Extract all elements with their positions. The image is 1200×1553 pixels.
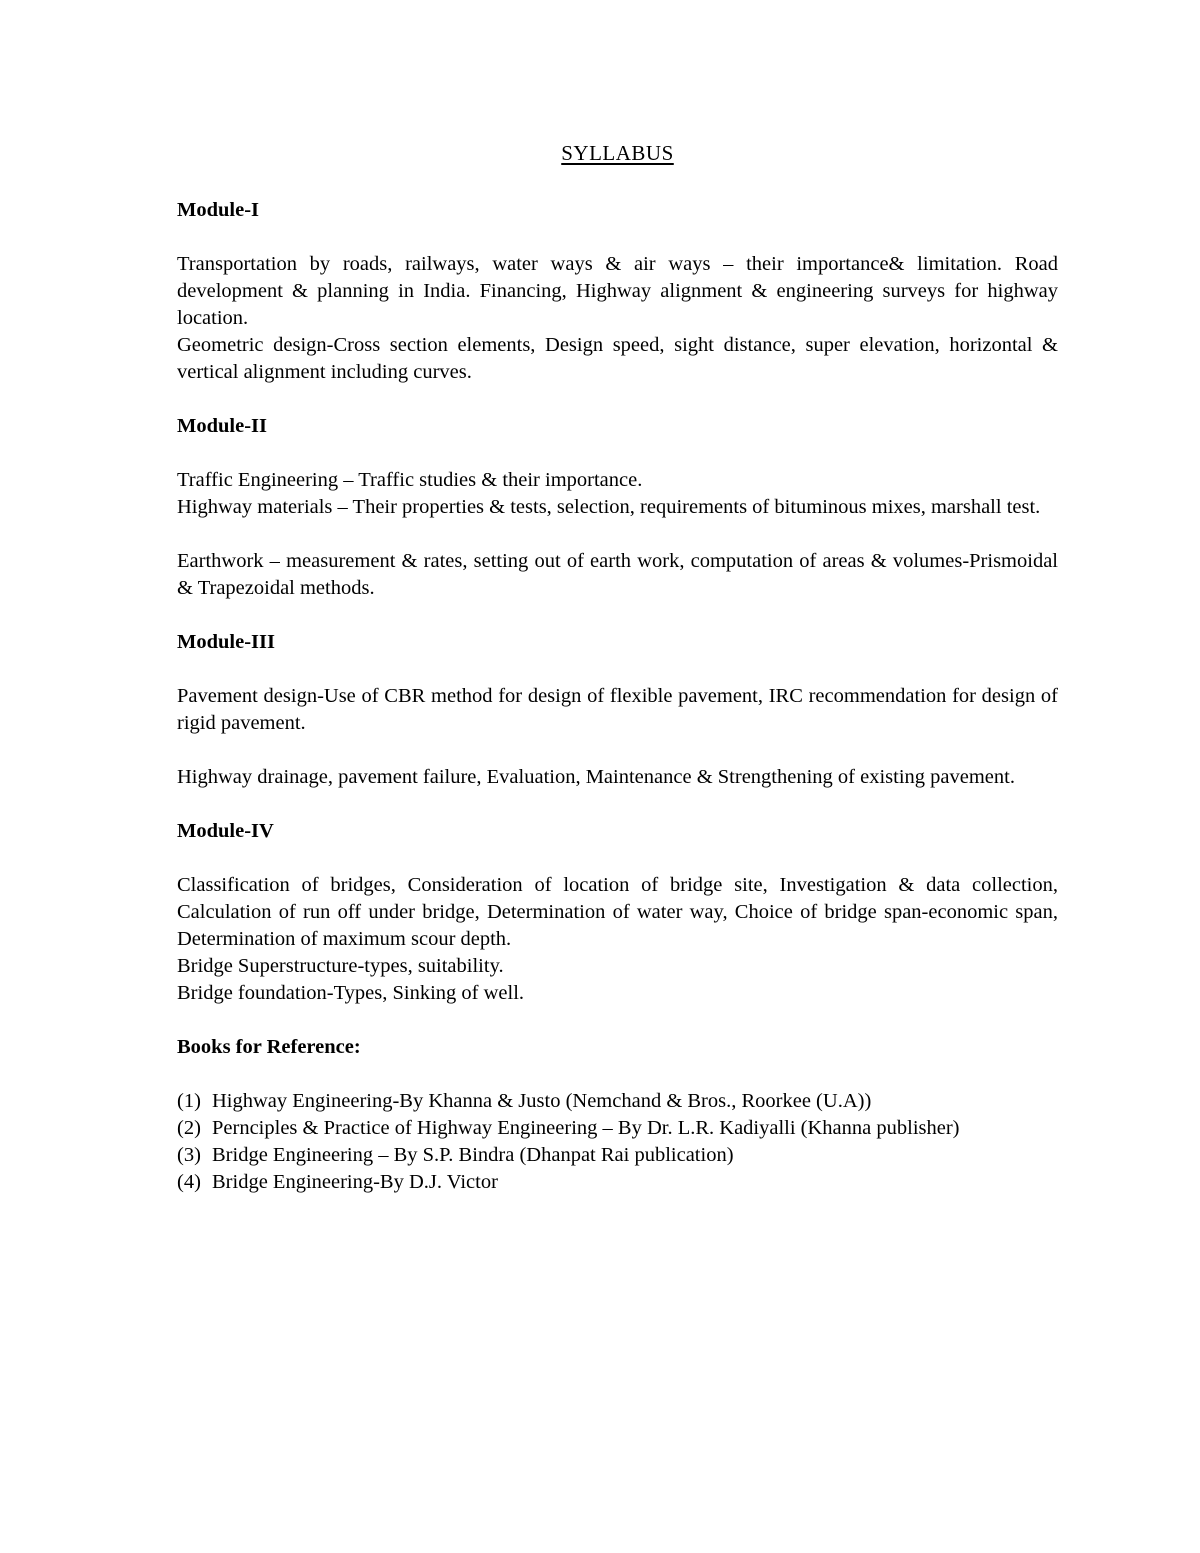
module-text: Bridge Superstructure-types, suitability. [177, 955, 504, 977]
module-text: Bridge foundation-Types, Sinking of well. [177, 982, 525, 1004]
module-section [177, 197, 1058, 386]
module-text: Classification of bridges, Consideration of location of bridge site, Investigation & data collection, Calculation of run off under bridge, Determination of water way, Choice of bridge span-economic span, Determination of maximum scour depth. [177, 874, 1058, 950]
references-heading: Books for Reference: [177, 1036, 361, 1058]
syllabus-content [177, 140, 1058, 1196]
page-title: SYLLABUS [561, 141, 674, 165]
module-heading: Module-I [177, 199, 259, 221]
module-section [177, 818, 1058, 1007]
spacer [177, 791, 1058, 818]
module-heading: Module-IV [177, 820, 274, 842]
reference-number: (3) [177, 1144, 201, 1166]
references-list [177, 1088, 1058, 1196]
module-text: Highway drainage, pavement failure, Evaluation, Maintenance & Strengthening of existing pavement. [177, 766, 1015, 788]
module-heading: Module-II [177, 415, 267, 437]
spacer [177, 386, 1058, 413]
module-text: Traffic Engineering – Traffic studies & their importance. [177, 469, 643, 491]
reference-number: (4) [177, 1171, 201, 1193]
reference-item [177, 1115, 1058, 1142]
spacer [177, 602, 1058, 629]
module-text: Earthwork – measurement & rates, setting out of earth work, computation of areas & volumes-Prismoidal & Trapezoidal methods. [177, 550, 1058, 599]
module-text: Highway materials – Their properties & tests, selection, requirements of bituminous mixes, marshall test. [177, 496, 1041, 518]
reference-text: Bridge Engineering – By S.P. Bindra (Dhanpat Rai publication) [212, 1144, 734, 1166]
module-heading: Module-III [177, 631, 275, 653]
spacer [177, 737, 1058, 764]
module-text: Transportation by roads, railways, water ways & air ways – their importance& limitation. Road development & planning in India. Financing, Highway alignment & engineering surveys for highway location. [177, 253, 1058, 329]
reference-text: Highway Engineering-By Khanna & Justo (Nemchand & Bros., Roorkee (U.A)) [212, 1090, 872, 1112]
references-section [177, 1034, 1058, 1196]
reference-text: Bridge Engineering-By D.J. Victor [212, 1171, 498, 1193]
reference-number: (1) [177, 1090, 201, 1112]
module-section [177, 413, 1058, 602]
module-text: Geometric design-Cross section elements, Design speed, sight distance, super elevation, horizontal & vertical alignment including curves. [177, 334, 1058, 383]
spacer [177, 521, 1058, 548]
reference-text: Pernciples & Practice of Highway Engineering – By Dr. L.R. Kadiyalli (Khanna publisher) [212, 1117, 960, 1139]
module-text: Pavement design-Use of CBR method for design of flexible pavement, IRC recommendation for design of rigid pavement. [177, 685, 1058, 734]
module-section [177, 629, 1058, 791]
reference-item [177, 1169, 1058, 1196]
reference-number: (2) [177, 1117, 201, 1139]
reference-item [177, 1088, 1058, 1115]
reference-item [177, 1142, 1058, 1169]
spacer [177, 1007, 1058, 1034]
